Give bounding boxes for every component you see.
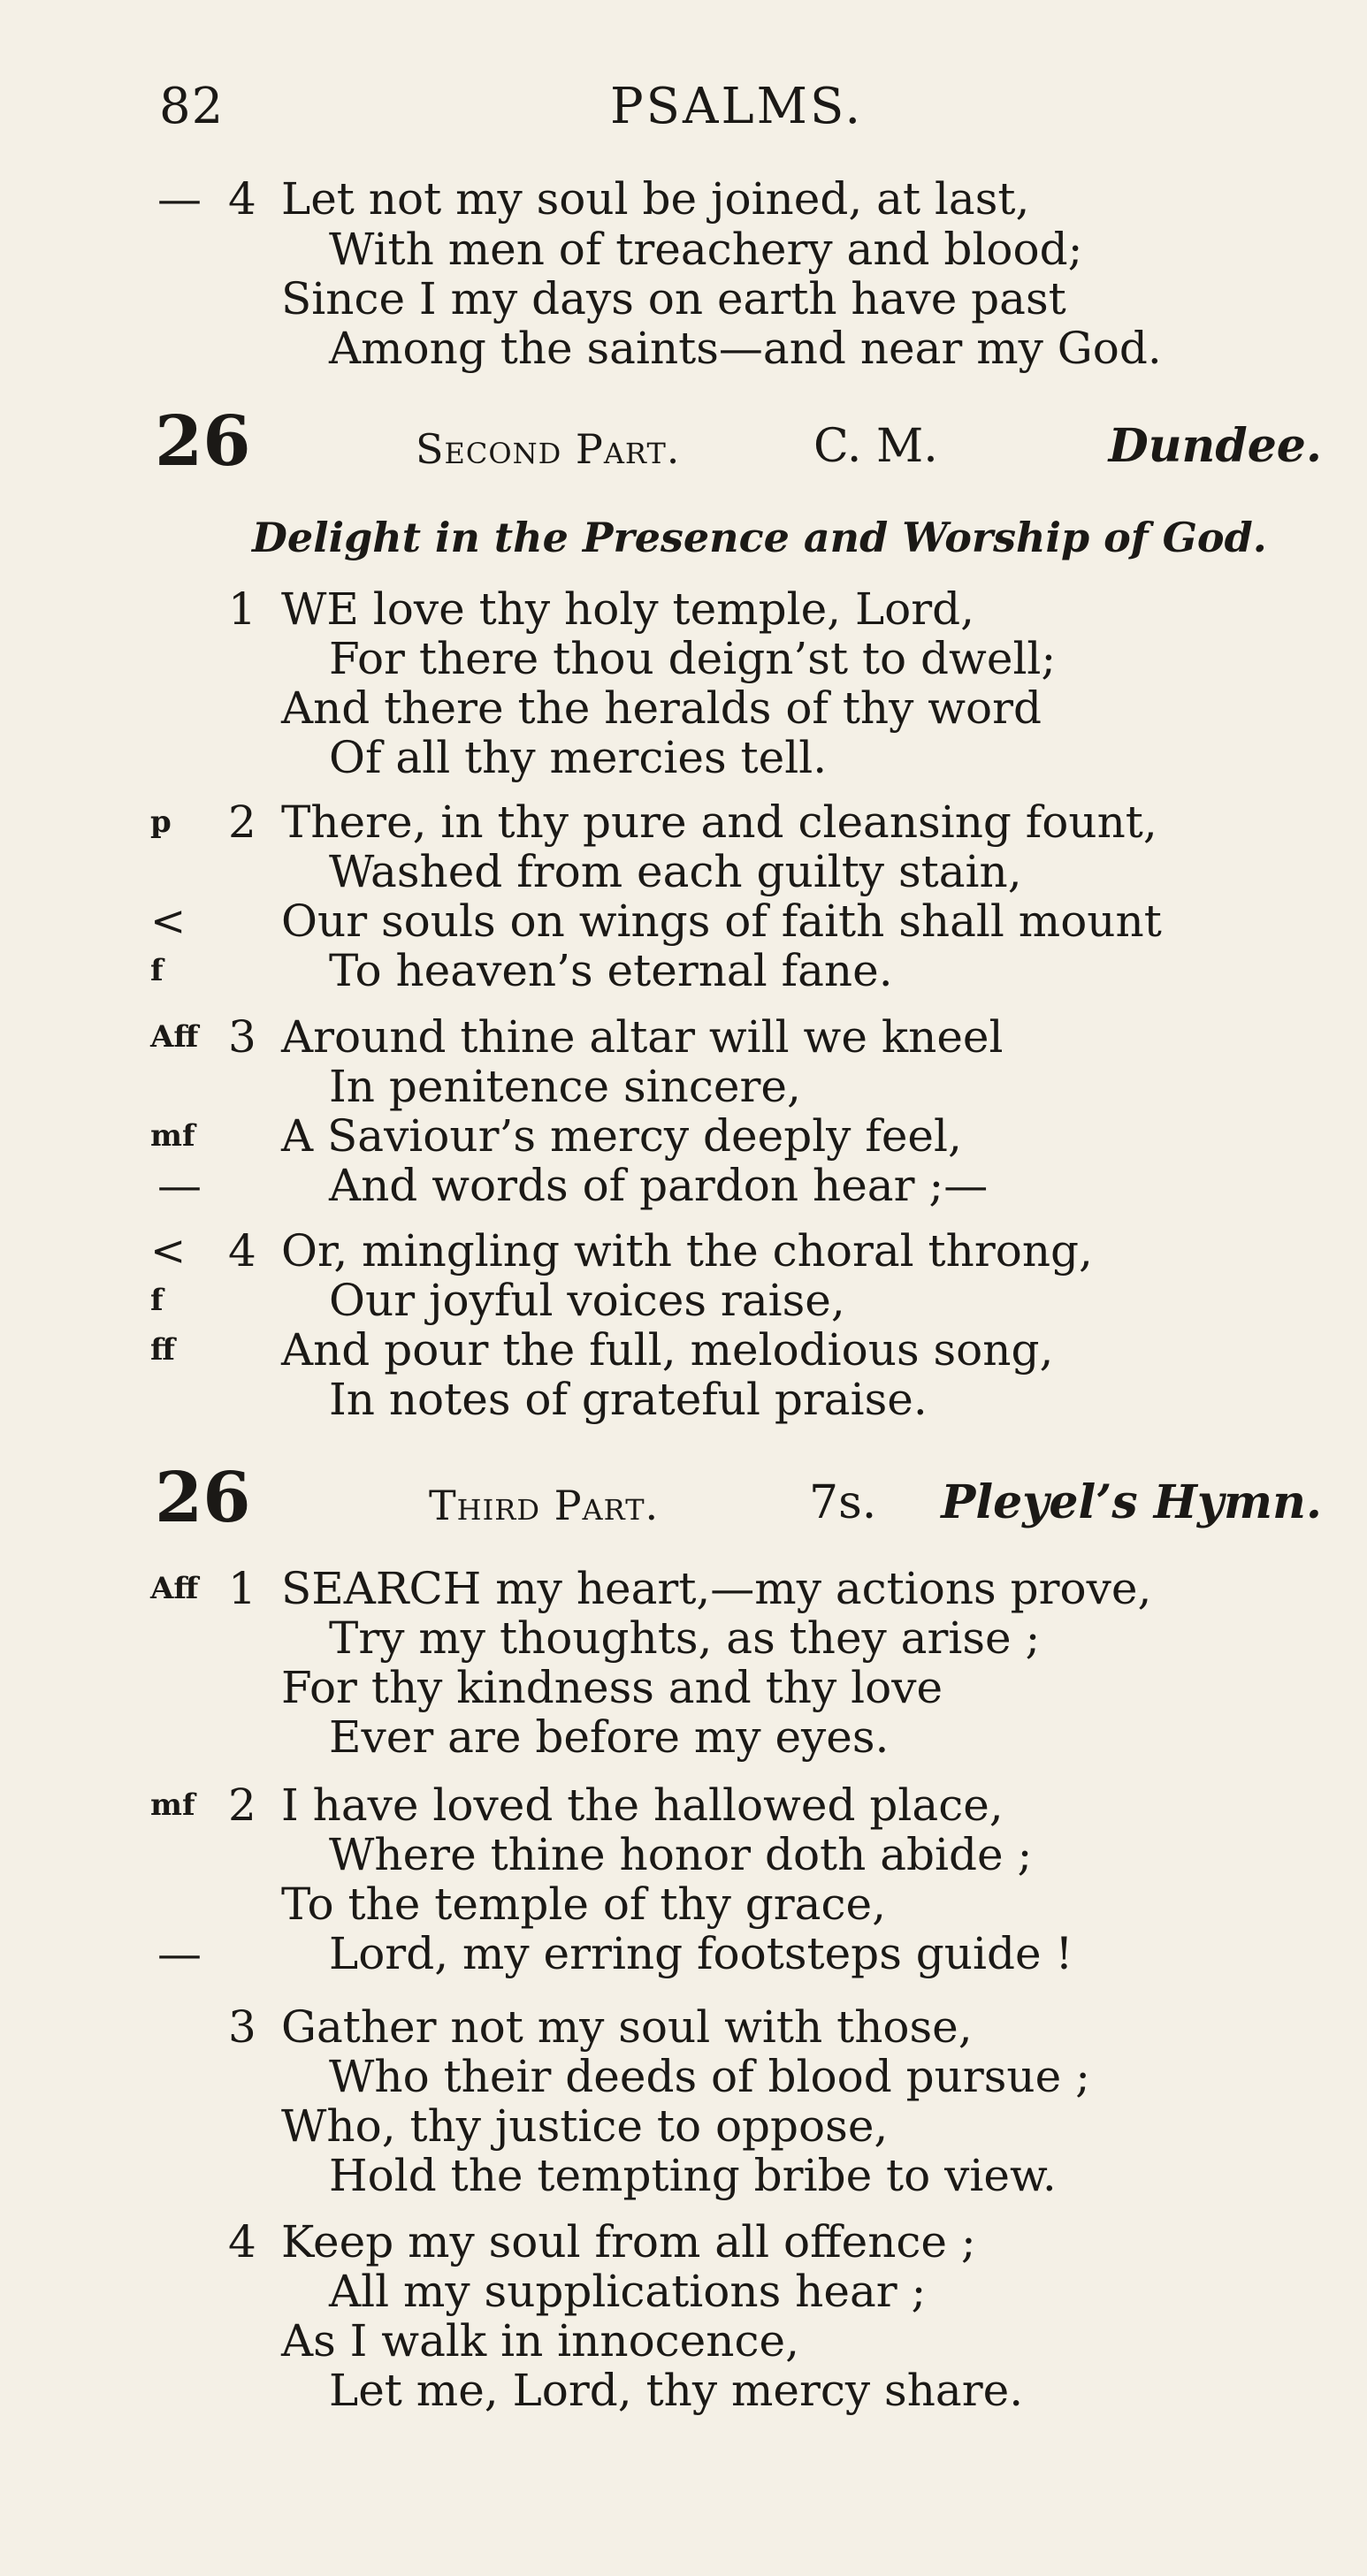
- verse-line: [0, 1112, 1367, 1160]
- verse-text: Of all thy mercies tell.: [329, 732, 828, 783]
- dynamic-mark: <: [150, 896, 187, 946]
- verse-text: For thy kindness and thy love: [281, 1662, 943, 1713]
- tune-name: Pleyel’s Hymn.: [941, 1475, 1322, 1529]
- dynamic-mark: Aff: [150, 1019, 199, 1055]
- verse-text: Gather not my soul with those,: [281, 2001, 973, 2053]
- dynamic-mark: f: [150, 953, 164, 988]
- verse-text: Let not my soul be joined, at last,: [281, 173, 1030, 225]
- hymn-heading: [155, 1459, 1322, 1538]
- verse-text: SEARCH my heart,—my actions prove,: [281, 1563, 1152, 1614]
- verse-text: Our souls on wings of faith shall mount: [281, 896, 1162, 947]
- verse-line: [0, 2267, 1367, 2315]
- verse-text: Let me, Lord, thy mercy share.: [329, 2365, 1024, 2416]
- verse-text: And pour the full, melodious song,: [281, 1324, 1054, 1376]
- dynamic-mark: mf: [150, 1118, 195, 1154]
- verse-line: [0, 684, 1367, 732]
- verse-text: With men of treachery and blood;: [329, 224, 1083, 275]
- verse-text: In penitence sincere,: [329, 1061, 801, 1112]
- verse-text: WE love thy holy temple, Lord,: [281, 583, 975, 635]
- verse-line: [0, 1781, 1367, 1829]
- dynamic-mark: —: [157, 1160, 202, 1211]
- hymn-number: 26: [155, 1458, 251, 1538]
- verse-line: [0, 2152, 1367, 2199]
- hymn-meter: C. M.: [813, 420, 938, 473]
- verse-line: [0, 324, 1367, 372]
- verse-line: [0, 1227, 1367, 1275]
- verse-line: [0, 1664, 1367, 1711]
- verse-text: Where thine honor doth abide ;: [329, 1829, 1033, 1880]
- verse-line: [0, 1063, 1367, 1110]
- verse-line: [0, 1277, 1367, 1324]
- verse-line: [0, 175, 1367, 223]
- dynamic-mark: <: [150, 1226, 187, 1276]
- hymn-number: 26: [155, 401, 251, 482]
- verse-number: 1: [228, 1563, 256, 1614]
- verse-text: There, in thy pure and cleansing fount,: [281, 796, 1157, 848]
- verse-text: Around thine altar will we kneel: [281, 1011, 1004, 1063]
- hymn-meter: 7s.: [809, 1476, 877, 1529]
- tune-name: Dundee.: [1108, 419, 1322, 473]
- verse-number: 4: [228, 173, 256, 225]
- verse-line: [0, 275, 1367, 323]
- verse-text: For there thou deign’st to dwell;: [329, 633, 1057, 684]
- verse-text: Hold the tempting bribe to view.: [329, 2150, 1057, 2201]
- verse-text: And words of pardon hear ;—: [329, 1160, 989, 1211]
- verse-line: [0, 2317, 1367, 2365]
- verse-number: 1: [228, 583, 256, 635]
- dynamic-mark: —: [157, 173, 202, 225]
- dynamic-mark: mf: [150, 1787, 195, 1823]
- hymn-part: Third Part.: [429, 1482, 660, 1529]
- verse-text: Our joyful voices raise,: [329, 1275, 845, 1326]
- dynamic-mark: f: [150, 1283, 164, 1318]
- verse-line: [0, 585, 1367, 633]
- verse-text: Keep my soul from all offence ;: [281, 2216, 976, 2267]
- verse-line: [0, 1880, 1367, 1928]
- verse-line: [0, 798, 1367, 846]
- verse-line: [0, 1162, 1367, 1209]
- verse-line: [0, 1326, 1367, 1374]
- hymn-heading: [155, 402, 1322, 482]
- verse-text: All my supplications hear ;: [329, 2266, 927, 2317]
- verse-text: Washed from each guilty stain,: [329, 846, 1022, 897]
- verse-line: [0, 897, 1367, 945]
- verse-line: [0, 1013, 1367, 1061]
- verse-text: To heaven’s eternal fane.: [329, 945, 893, 996]
- verse-line: [0, 734, 1367, 781]
- verse-text: Among the saints—and near my God.: [329, 323, 1162, 374]
- dynamic-mark: ff: [150, 1332, 175, 1368]
- verse-line: [0, 1713, 1367, 1761]
- verse-line: [0, 2003, 1367, 2051]
- page-header: [0, 78, 1367, 140]
- verse-line: [0, 947, 1367, 995]
- hymn-part: Second Part.: [416, 425, 681, 473]
- verse-text: To the temple of thy grace,: [281, 1879, 886, 1930]
- verse-text: I have loved the hallowed place,: [281, 1780, 1004, 1831]
- verse-line: [0, 2102, 1367, 2150]
- verse-text: Try my thoughts, as they arise ;: [329, 1612, 1041, 1664]
- page-number: 82: [159, 78, 225, 135]
- verse-line: [0, 1614, 1367, 1662]
- verse-line: [0, 1376, 1367, 1423]
- verse-number: 4: [228, 2216, 256, 2267]
- verse-line: [0, 635, 1367, 682]
- verse-number: 3: [228, 1011, 256, 1063]
- verse-line: [0, 848, 1367, 896]
- verse-line: [0, 1565, 1367, 1612]
- verse-text: In notes of grateful praise.: [329, 1374, 928, 1425]
- hymn-subtitle: Delight in the Presence and Worship of God.: [252, 514, 1267, 561]
- verse-line: [0, 225, 1367, 273]
- verse-text: Lord, my erring footsteps guide !: [329, 1928, 1073, 1979]
- verse-text: As I walk in innocence,: [281, 2315, 799, 2366]
- verse-text: Who, thy justice to oppose,: [281, 2100, 889, 2152]
- dynamic-mark: p: [150, 804, 172, 840]
- dynamic-mark: Aff: [150, 1571, 199, 1606]
- running-head: PSALMS.: [610, 78, 864, 135]
- verse-line: [0, 2366, 1367, 2414]
- verse-number: 3: [228, 2001, 256, 2053]
- verse-line: [0, 2053, 1367, 2100]
- verse-text: Since I my days on earth have past: [281, 273, 1066, 324]
- verse-text: A Saviour’s mercy deeply feel,: [281, 1110, 962, 1162]
- verse-number: 4: [228, 1225, 256, 1277]
- verse-text: Who their deeds of blood pursue ;: [329, 2051, 1090, 2102]
- verse-text: Ever are before my eyes.: [329, 1711, 890, 1763]
- verse-line: [0, 1930, 1367, 1978]
- verse-text: And there the heralds of thy word: [281, 682, 1042, 734]
- verse-number: 2: [228, 796, 256, 848]
- dynamic-mark: —: [157, 1928, 202, 1979]
- verse-text: Or, mingling with the choral throng,: [281, 1225, 1093, 1277]
- verse-number: 2: [228, 1780, 256, 1831]
- verse-line: [0, 1831, 1367, 1879]
- verse-line: [0, 2218, 1367, 2266]
